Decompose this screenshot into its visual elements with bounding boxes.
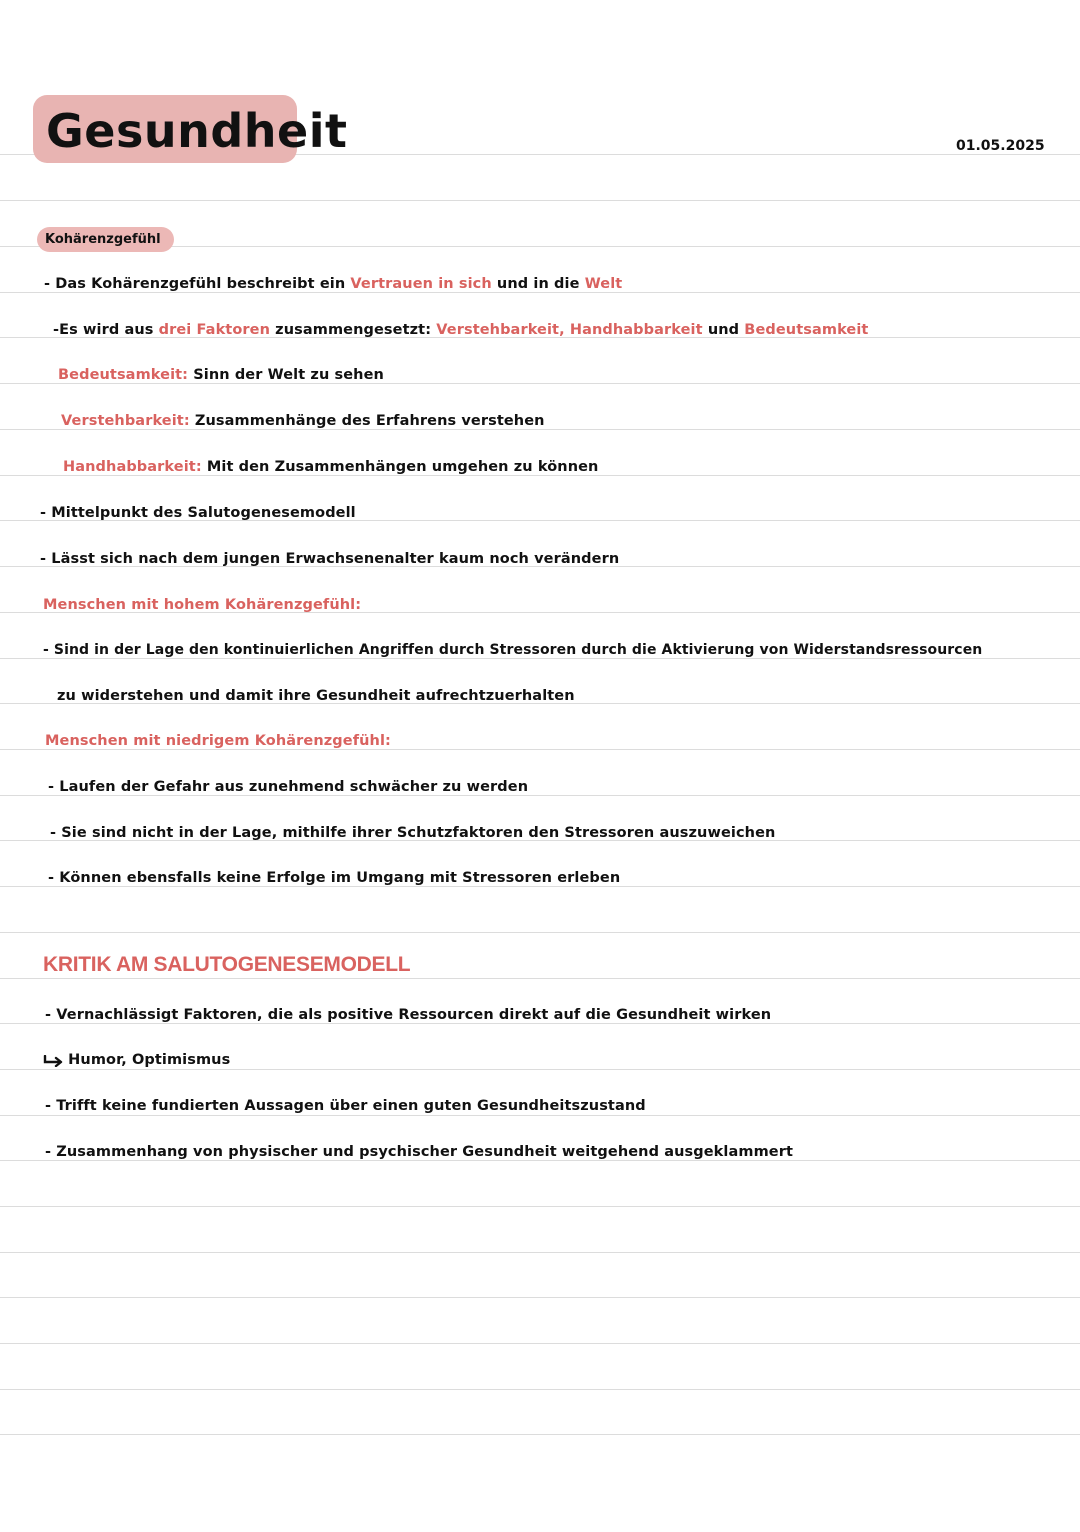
definition-text: Sinn der Welt zu sehen (188, 367, 384, 383)
text-span: und in die (491, 276, 585, 292)
ruled-line (0, 292, 1080, 293)
highlight-term: Bedeutsamkeit (744, 322, 869, 338)
hook-arrow-icon (43, 1055, 63, 1065)
ruled-line (0, 383, 1080, 384)
note-line: - Sind in der Lage den kontinuierlichen Angriffen durch Stressoren durch die Aktivierung von Widerstandsressourcen (43, 642, 983, 658)
definition-term: Handhabbarkeit: (63, 459, 202, 475)
highlight-term: drei Faktoren (158, 322, 271, 338)
note-line: - Laufen der Gefahr aus zunehmend schwächer zu werden (48, 779, 529, 795)
text-span: - Das Kohärenzgefühl beschreibt ein (44, 276, 351, 292)
note-line: zu widerstehen und damit ihre Gesundheit aufrechtzuerhalten (57, 688, 575, 704)
definition-text: Zusammenhänge des Erfahrens verstehen (189, 413, 545, 429)
ruled-line (0, 475, 1080, 476)
highlight-term: Verstehbarkeit, Handhabbarkeit (436, 322, 703, 338)
ruled-line (0, 978, 1080, 979)
ruled-line (0, 1206, 1080, 1207)
text-span: -Es wird aus (53, 322, 159, 338)
note-line: - Können ebensfalls keine Erfolge im Umgang mit Stressoren erleben (48, 870, 621, 886)
ruled-line (0, 658, 1080, 659)
highlight-term: Welt (584, 276, 623, 292)
ruled-line (0, 1252, 1080, 1253)
definition-line (63, 459, 598, 475)
page-title: Gesundheit (46, 104, 348, 158)
date-label: 01.05.2025 (956, 138, 1045, 154)
note-line (44, 276, 622, 292)
ruled-line (0, 795, 1080, 796)
definition-line (61, 413, 545, 429)
ruled-line (0, 1434, 1080, 1435)
note-line: - Mittelpunkt des Salutogenesemodell (40, 505, 356, 521)
ruled-line (0, 932, 1080, 933)
section-heading-kritik: KRITIK AM SALUTOGENESEMODELL (43, 953, 411, 976)
subheading-low: Menschen mit niedrigem Kohärenzgefühl: (45, 733, 391, 749)
definition-text: Mit den Zusammenhängen umgehen zu können (201, 459, 599, 475)
note-line (43, 1052, 230, 1068)
ruled-line (0, 429, 1080, 430)
note-line: - Zusammenhang von physischer und psychischer Gesundheit weitgehend ausgeklammert (45, 1144, 794, 1160)
ruled-line (0, 1023, 1080, 1024)
note-line (53, 322, 868, 338)
note-line: - Vernachlässigt Faktoren, die als positive Ressourcen direkt auf die Gesundheit wirken (45, 1007, 772, 1023)
ruled-line (0, 1069, 1080, 1070)
note-line: - Sie sind nicht in der Lage, mithilfe ihrer Schutzfaktoren den Stressoren auszuweichen (50, 825, 776, 841)
highlight-term: Vertrauen in sich (350, 276, 492, 292)
ruled-line (0, 1343, 1080, 1344)
note-line: - Trifft keine fundierten Aussagen über einen guten Gesundheitszustand (45, 1098, 646, 1114)
text-span: zusammengesetzt: (270, 322, 437, 338)
ruled-line (0, 1389, 1080, 1390)
example-text: Humor, Optimismus (68, 1052, 231, 1068)
ruled-line (0, 200, 1080, 201)
ruled-line (0, 1160, 1080, 1161)
subheading-high: Menschen mit hohem Kohärenzgefühl: (43, 597, 362, 613)
ruled-line (0, 886, 1080, 887)
definition-term: Bedeutsamkeit: (58, 367, 189, 383)
section-heading-kohaerenz: Kohärenzgefühl (45, 232, 161, 247)
definition-term: Verstehbarkeit: (61, 413, 190, 429)
ruled-line (0, 749, 1080, 750)
ruled-line (0, 1297, 1080, 1298)
text-span: und (702, 322, 745, 338)
ruled-line (0, 1115, 1080, 1116)
definition-line (58, 367, 384, 383)
note-line: - Lässt sich nach dem jungen Erwachsenenalter kaum noch verändern (40, 551, 620, 567)
